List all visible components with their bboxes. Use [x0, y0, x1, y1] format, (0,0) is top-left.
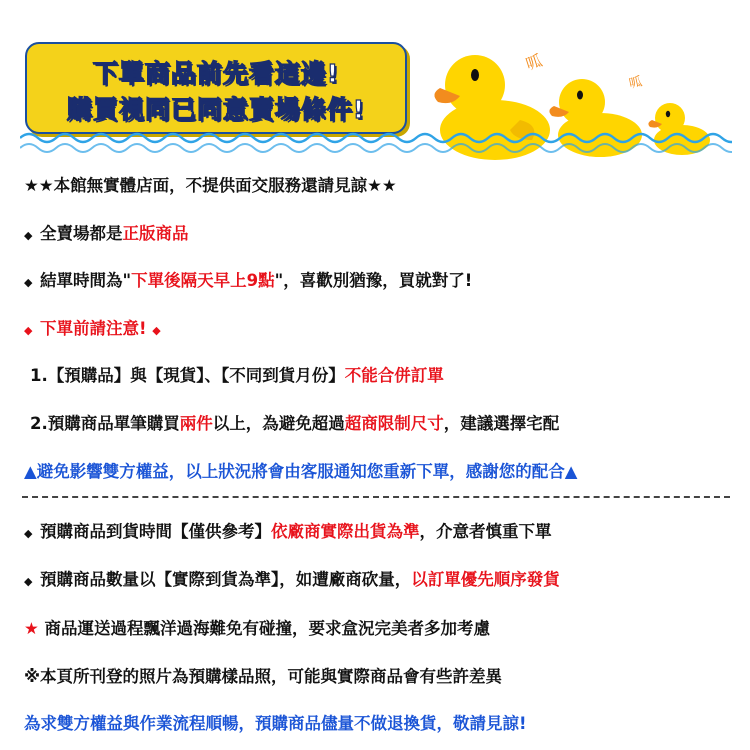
pre-order-notice-heading: ◆ 下單前請注意! ◆: [24, 319, 161, 338]
wave-decoration: [20, 128, 732, 158]
no-store-notice: ★★本館無實體店面，不提供面交服務還請見諒★★: [24, 176, 397, 195]
arrival-time-line: ◆ 預購商品到貨時間【僅供參考】依廠商實際出貨為準，介意者慎重下單: [24, 522, 552, 541]
genuine-products-line: ◆ 全賣場都是正版商品: [24, 224, 189, 243]
red-diamond-bullet-icon: ◆: [152, 324, 161, 337]
duck-sound-label: 呱: [523, 50, 545, 74]
diamond-bullet-icon: ◆: [24, 276, 33, 289]
dashed-divider: [22, 496, 730, 498]
customer-service-notice: ▲避免影響雙方權益，以上狀況將會由客服通知您重新下單，感謝您的配合▲: [24, 462, 578, 481]
sample-photo-disclaimer: ※本頁所刊登的照片為預購樣品照，可能與實際商品會有些許差異: [24, 667, 503, 686]
banner-title-line2: 購買視同已同意賣場條件!: [66, 95, 366, 124]
diamond-bullet-icon: ◆: [24, 575, 33, 588]
quantity-line: ◆ 預購商品數量以【實際到貨為準】，如遭廠商砍量，以訂單優先順序發貨: [24, 570, 560, 589]
size-limit-line: 2.預購商品單筆購買兩件以上，為避免超過超商限制尺寸，建議選擇宅配: [30, 414, 560, 433]
order-cutoff-line: ◆ 結單時間為"下單後隔天早上9點"，喜歡別猶豫，買就對了!: [24, 271, 473, 290]
diamond-bullet-icon: ◆: [24, 229, 33, 242]
duck-sound-label: 呱: [627, 74, 644, 92]
red-diamond-bullet-icon: ◆: [24, 324, 33, 337]
no-return-notice: 為求雙方權益與作業流程順暢，預購商品儘量不做退換貨，敬請見諒!: [24, 714, 527, 733]
diamond-bullet-icon: ◆: [24, 527, 33, 540]
red-star-icon: ★: [24, 619, 39, 638]
no-combine-orders-line: 1.【預購品】與【現貨】、【不同到貨月份】不能合併訂單: [30, 366, 444, 385]
shipping-damage-line: ★ 商品運送過程飄洋過海難免有碰撞，要求盒況完美者多加考慮: [24, 619, 491, 638]
notice-banner: [25, 42, 407, 134]
banner-title-line1: 下單商品前先看這邊!: [92, 59, 340, 88]
